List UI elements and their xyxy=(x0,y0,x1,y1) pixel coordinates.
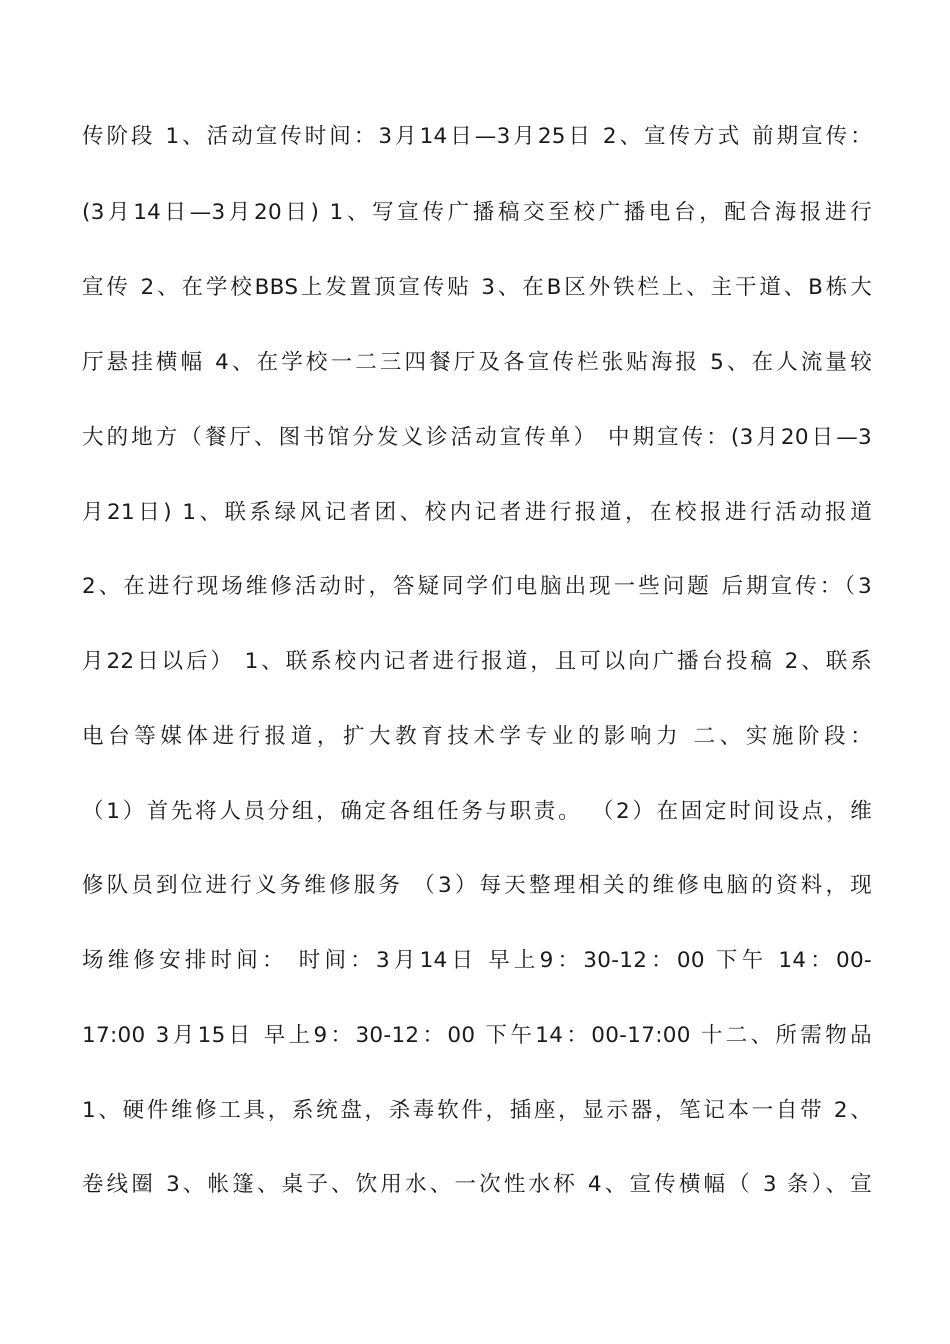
text-line: 月22日以后） 1、联系校内记者进行报道，且可以向广播台投稿 2、联系 xyxy=(82,649,872,674)
text-line: 卷线圈 3、帐篷、桌子、饮用水、一次性水杯 4、宣传横幅（ 3 条）、宣 xyxy=(82,1172,872,1197)
text-line: 场维修安排时间： 时间：3月14日 早上9：30-12：00 下午 14：00- xyxy=(82,948,872,973)
text-line: 月21日) 1、联系绿风记者团、校内记者进行报道，在校报进行活动报道 xyxy=(82,500,872,525)
text-line: （1）首先将人员分组，确定各组任务与职责。 （2）在固定时间设点，维 xyxy=(82,799,872,824)
text-line: 传阶段 1、活动宣传时间：3月14日—3月25日 2、宣传方式 前期宣传： xyxy=(82,124,872,149)
text-line: 17:00 3月15日 早上9：30-12：00 下午14：00-17:00 十二、所需物品 xyxy=(82,1023,872,1048)
text-line: (3月14日—3月20日) 1、写宣传广播稿交至校广播电台，配合海报进行 xyxy=(82,200,872,225)
text-line: 厅悬挂横幅 4、在学校一二三四餐厅及各宣传栏张贴海报 5、在人流量较 xyxy=(82,350,872,375)
text-line: 修队员到位进行义务维修服务 （3）每天整理相关的维修电脑的资料，现 xyxy=(82,873,872,898)
text-line: 1、硬件维修工具，系统盘，杀毒软件，插座，显示器，笔记本一自带 2、 xyxy=(82,1098,872,1123)
text-line: 宣传 2、在学校BBS上发置顶宣传贴 3、在B区外铁栏上、主干道、B栋大 xyxy=(82,275,872,300)
text-line: 大的地方（餐厅、图书馆分发义诊活动宣传单） 中期宣传：(3月20日—3 xyxy=(82,425,872,450)
text-line: 2、在进行现场维修活动时，答疑同学们电脑出现一些问题 后期宣传：（3 xyxy=(82,574,872,599)
text-line: 电台等媒体进行报道，扩大教育技术学专业的影响力 二、实施阶段： xyxy=(82,724,872,749)
